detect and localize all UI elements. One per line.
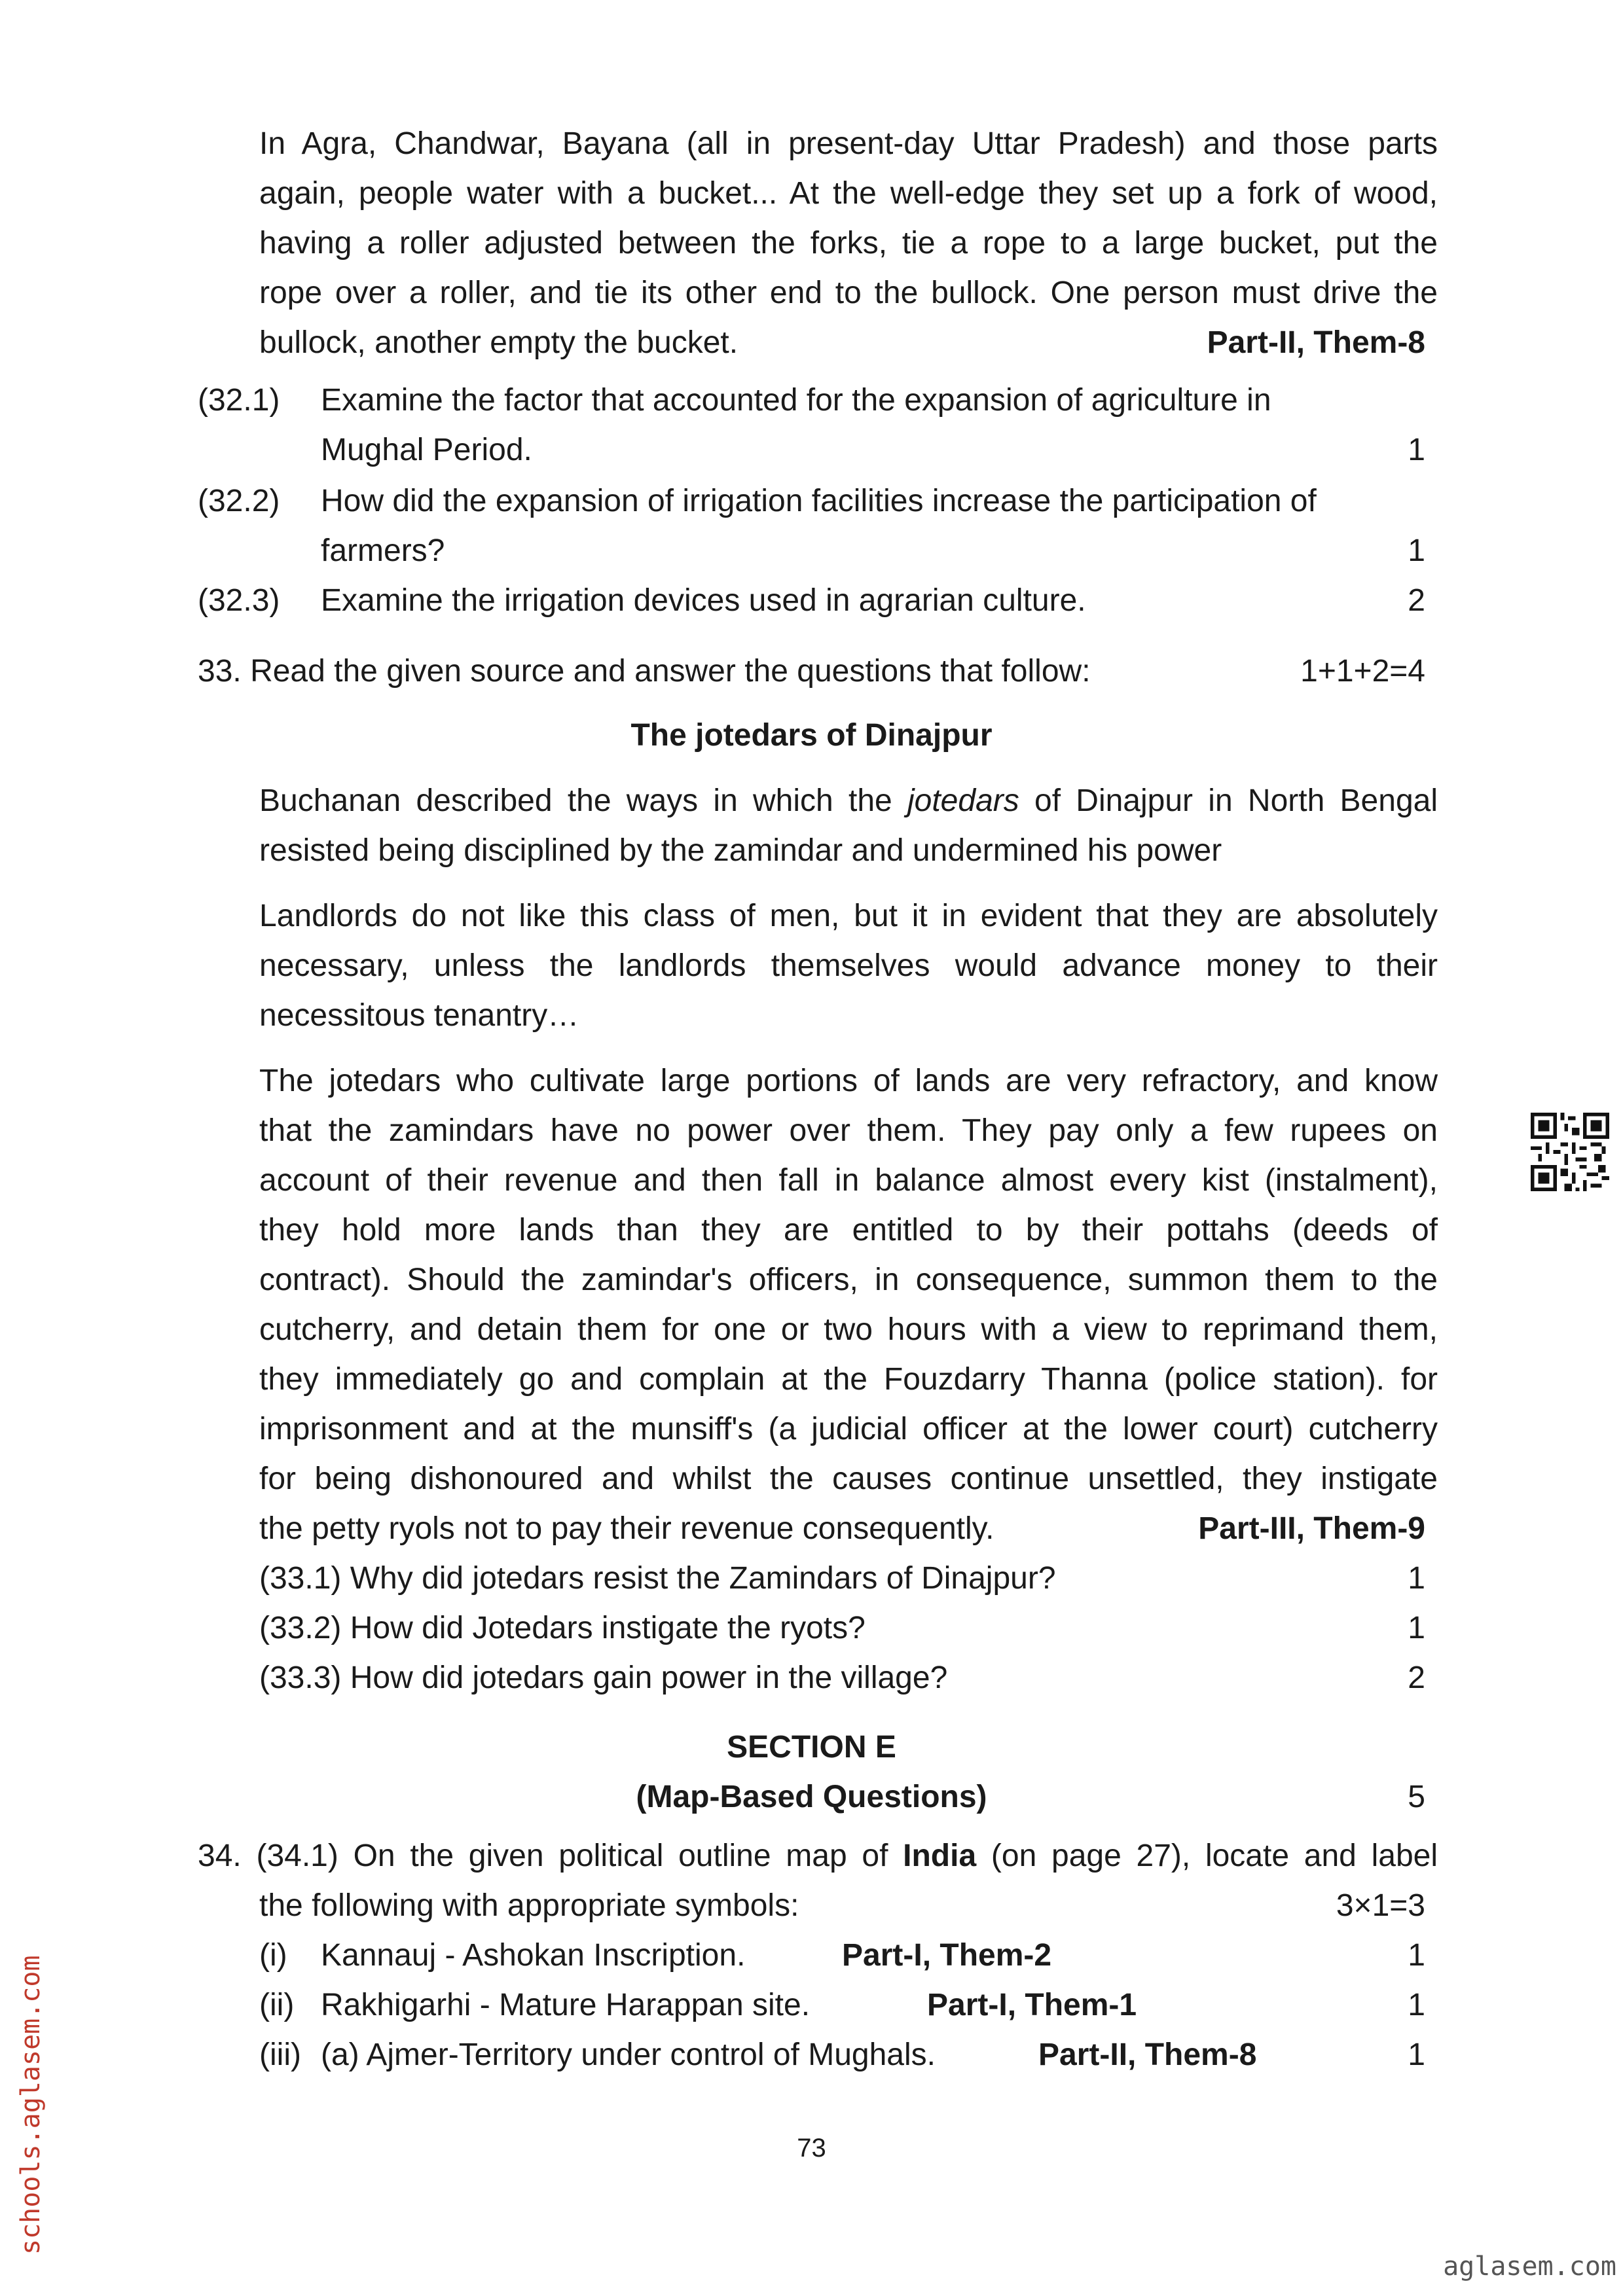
question-text: farmers? <box>321 533 445 568</box>
item-reference: Part-II, Them-8 <box>1038 2037 1257 2072</box>
item-marks: 1 <box>1408 1938 1425 1973</box>
source-reference: Part-III, Them-9 <box>1198 1511 1425 1546</box>
source-line: Landlords do not like this class of men, but it in evident that they are absolutely <box>259 899 1438 933</box>
watermark-side: schools.aglasem.com <box>16 1955 46 2255</box>
item-number: (ii) <box>259 1988 295 2022</box>
item-marks: 1 <box>1408 1988 1425 2022</box>
source-line: contract). Should the zamindar's officers, in consequence, summon them to the <box>259 1263 1438 1297</box>
item-reference: Part-I, Them-2 <box>842 1938 1052 1973</box>
item-text: Rakhigarhi - Mature Harappan site. <box>321 1988 811 2022</box>
question-number: (32.2) <box>198 484 280 518</box>
source-title: The jotedars of Dinajpur <box>630 718 993 753</box>
item-number: (iii) <box>259 2037 301 2072</box>
question-text: Examine the factor that accounted for the expansion of agriculture in <box>321 383 1271 418</box>
passage-line: rope over a roller, and tie its other end to the bullock. One person must drive the <box>259 276 1438 310</box>
question-marks: 2 <box>1408 583 1425 618</box>
question-number: (32.3) <box>198 583 280 618</box>
source-line: they immediately go and complain at the Fouzdarry Thanna (police station). for <box>259 1362 1438 1397</box>
source-line: for being dishonoured and whilst the causes continue unsettled, they instigate <box>259 1462 1438 1496</box>
source-line: necessitous tenantry… <box>259 998 579 1033</box>
source-line: imprisonment and at the munsiff's (a judicial officer at the lower court) cutcherry <box>259 1412 1438 1446</box>
qr-code-icon[interactable] <box>1531 1113 1609 1191</box>
question-text: (33.3) How did jotedars gain power in the village? <box>259 1660 948 1695</box>
passage-line: In Agra, Chandwar, Bayana (all in present-day Uttar Pradesh) and those parts <box>259 126 1438 161</box>
question-marks: 1 <box>1408 1611 1425 1645</box>
source-line: The jotedars who cultivate large portions of lands are very refractory, and know <box>259 1064 1438 1098</box>
watermark-bottom: aglasem.com <box>1443 2251 1616 2282</box>
question-marks: 2 <box>1408 1660 1425 1695</box>
question-marks: 3×1=3 <box>1336 1888 1425 1923</box>
item-text: (a) Ajmer-Territory under control of Mughals. <box>321 2037 936 2072</box>
source-reference: Part-II, Them-8 <box>1207 325 1425 360</box>
question-text: Mughal Period. <box>321 433 532 467</box>
question-text: Examine the irrigation devices used in agrarian culture. <box>321 583 1086 618</box>
question-text: (33.2) How did Jotedars instigate the ryots? <box>259 1611 866 1645</box>
question-number: (32.1) <box>198 383 280 418</box>
passage-line: again, people water with a bucket... At the well-edge they set up a fork of wood, <box>259 176 1438 211</box>
section-title: SECTION E <box>727 1730 896 1765</box>
passage-line: bullock, another empty the bucket. <box>259 325 739 360</box>
question-marks: 1 <box>1408 533 1425 568</box>
section-subtitle: (Map-Based Questions) <box>636 1780 987 1814</box>
item-text: Kannauj - Ashokan Inscription. <box>321 1938 746 1973</box>
item-reference: Part-I, Them-1 <box>927 1988 1137 2022</box>
source-line: resisted being disciplined by the zamindar and undermined his power <box>259 833 1222 868</box>
source-line: that the zamindars have no power over them. They pay only a few rupees on <box>259 1113 1438 1148</box>
question-marks: 1+1+2=4 <box>1300 654 1425 689</box>
page-number: 73 <box>797 2134 826 2162</box>
section-marks: 5 <box>1408 1780 1425 1814</box>
item-number: (i) <box>259 1938 287 1973</box>
source-line: necessary, unless the landlords themselves would advance money to their <box>259 948 1438 983</box>
source-line: Buchanan described the ways in which the jotedars of Dinajpur in North Bengal <box>259 783 1438 818</box>
question-text: 34. (34.1) On the given political outline map of India (on page 27), locate and label <box>198 1839 1438 1873</box>
source-line: account of their revenue and then fall in balance almost every kist (instalment), <box>259 1163 1438 1198</box>
question-marks: 1 <box>1408 433 1425 467</box>
item-marks: 1 <box>1408 2037 1425 2072</box>
question-intro: 33. Read the given source and answer the questions that follow: <box>198 654 1091 689</box>
question-marks: 1 <box>1408 1561 1425 1596</box>
passage-line: having a roller adjusted between the forks, tie a rope to a large bucket, put the <box>259 226 1438 260</box>
source-line: the petty ryols not to pay their revenue consequently. <box>259 1511 994 1546</box>
question-text: (33.1) Why did jotedars resist the Zamindars of Dinajpur? <box>259 1561 1056 1596</box>
source-line: they hold more lands than they are entitled to by their pottahs (deeds of <box>259 1213 1438 1247</box>
question-text: How did the expansion of irrigation facilities increase the participation of <box>321 484 1317 518</box>
question-text: the following with appropriate symbols: <box>259 1888 799 1923</box>
source-line: cutcherry, and detain them for one or two hours with a view to reprimand them, <box>259 1312 1438 1347</box>
